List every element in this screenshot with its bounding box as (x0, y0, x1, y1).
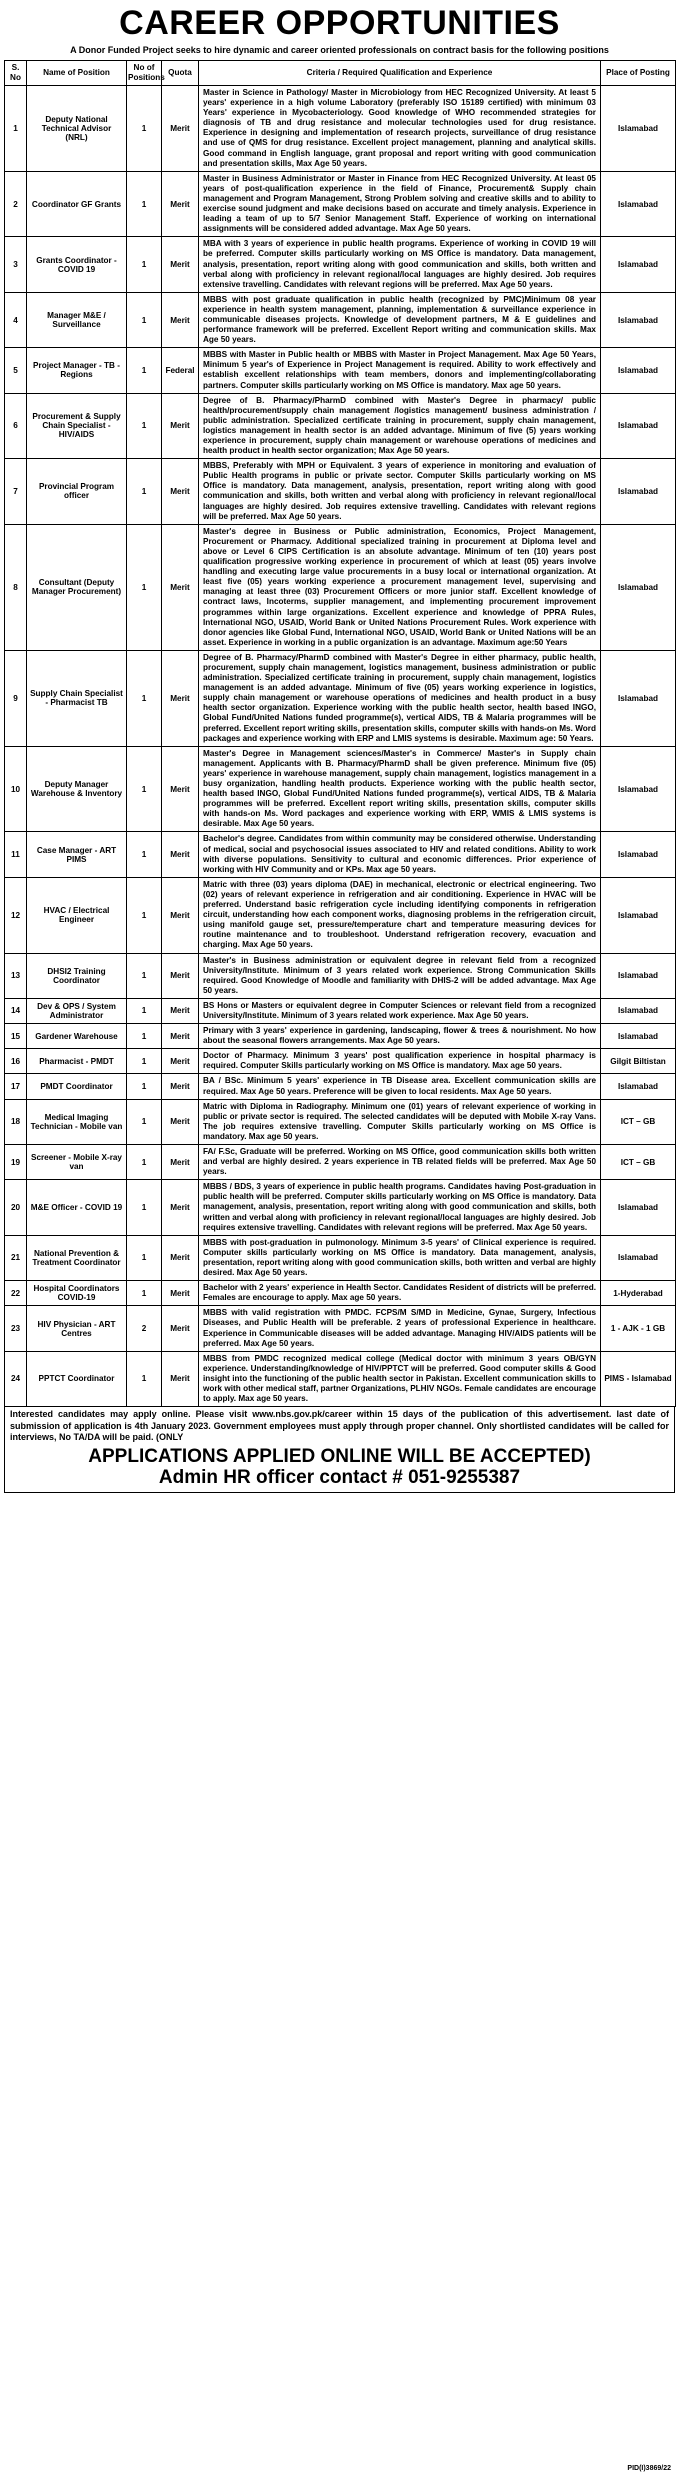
cell-quota: Merit (162, 171, 199, 237)
contact-line: Admin HR officer contact # 051-9255387 (158, 1466, 521, 1488)
cell-num-positions: 1 (127, 650, 162, 746)
header-criteria: Criteria / Required Qualification and Experience (199, 61, 601, 86)
cell-place: Islamabad (601, 171, 676, 237)
cell-position: DHSI2 Training Coordinator (27, 953, 127, 998)
cell-num-positions: 2 (127, 1306, 162, 1351)
cell-sno: 24 (5, 1351, 27, 1406)
cell-criteria: MBBS, Preferably with MPH or Equivalent. 3 years of experience in monitoring and evaluation of Public Health programs in public or private sector. Computer Skills particularly working on MS Office is mandatory. Data management, analysis, presentation, report writing along with good communication and skills, both written and verbal along with proficiency in relevant regional/local languages are highly desired. Job requires extensive travelling. Candidates with relevant regions will be preferred. Max Age 50 years. (199, 459, 601, 525)
table-row (5, 86, 676, 172)
cell-quota: Merit (162, 650, 199, 746)
cell-sno: 21 (5, 1235, 27, 1280)
cell-place: Gilgit Biltistan (601, 1049, 676, 1074)
cell-position: Medical Imaging Technician - Mobile van (27, 1099, 127, 1144)
cell-quota: Merit (162, 1235, 199, 1280)
cell-place: ICT – GB (601, 1099, 676, 1144)
table-row (5, 1281, 676, 1306)
cell-sno: 10 (5, 746, 27, 832)
cell-sno: 22 (5, 1281, 27, 1306)
cell-place: Islamabad (601, 953, 676, 998)
cell-place: Islamabad (601, 86, 676, 172)
cell-criteria: Primary with 3 years' experience in gardening, landscaping, flower & trees & nourishment. No how about the seasonal flowers arrangements. Max Age 50 years. (199, 1024, 601, 1049)
cell-quota: Merit (162, 953, 199, 998)
cell-quota: Merit (162, 877, 199, 953)
cell-position: Hospital Coordinators COVID-19 (27, 1281, 127, 1306)
cell-sno: 5 (5, 348, 27, 393)
cell-position: Screener - Mobile X-ray van (27, 1145, 127, 1180)
cell-criteria: Matric with three (03) years diploma (DAE) in mechanical, electronic or electrical engineering. Two (02) years of relevant experience in refrigeration and air conditioning. Experience in HVAC will be preferred. Understand basic refrigeration cycle including identifying components in refrigeration circuit, understanding how each component works, diagnosing problems in the refrigeration circuit, using manifold gauge set, pressure/temperature chart and temperature measuring devices for routine maintenance and to troubleshoot. Understand refrigeration recovery, evacuation and charging. Max Age 50 years. (199, 877, 601, 953)
cell-num-positions: 1 (127, 393, 162, 459)
cell-position: Case Manager - ART PIMS (27, 832, 127, 877)
cell-quota: Federal (162, 348, 199, 393)
cell-num-positions: 1 (127, 86, 162, 172)
cell-criteria: Master's Degree in Management sciences/Master's in Commerce/ Master's in Supply chain management. Applicants with B. Pharmacy/PharmD shall be given preference. Minimum five (05) years' experience in warehouse management, supply chain management, logistics management in a busy organization, handling health products. Experience working with the public health sector, health based INGO, Global Fund/United Nations funded programme(s), vertical AIDS, TB & Malaria programmes will be preferred. Excellent report writing skills, presentation skills, computer skills with hands-on Ms. Word packages and experience working with ERP, WMIS & LMIS systems is desirable. Max Age 50 years. (199, 746, 601, 832)
cell-place: 1 - AJK - 1 GB (601, 1306, 676, 1351)
cell-criteria: Doctor of Pharmacy. Minimum 3 years' post qualification experience in hospital pharmacy is required. Computer Skills particularly working on MS Office is mandatory. Max age 50 years. (199, 1049, 601, 1074)
table-header-row (5, 61, 676, 86)
page-title: CAREER OPPORTUNITIES (119, 4, 560, 42)
header-sno: S. No (5, 61, 27, 86)
table-row (5, 650, 676, 746)
cell-quota: Merit (162, 1024, 199, 1049)
cell-quota: Merit (162, 998, 199, 1023)
cell-sno: 23 (5, 1306, 27, 1351)
cell-criteria: Master's degree in Business or Public administration, Economics, Project Management, Procurement or Pharmacy. Additional specialized training in procurement at Diploma level and above or Level 6 CIPS Certification is an absolute advantage. Minimum of ten (10) years post qualification progressive working experience in procurement of which at least (05) years involve handling and executing large value procurements in a busy local or international organization. At least five (05) years working experience a procurement management level, supervising and managing at least three (03) Procurement Officers or more junior staff. Excellent knowledge of contract laws, Incoterms, supplier management, and implementing procurement improvement programmes within large organizations. Excellent experience and knowledge of PPRA Rules, International NGO, USAID, World Bank or United Nations Procurement Rules. Work experience with donor agencies like Global Fund, International NGO, USAID, World Bank or United Nations will be an asset. Experience in working in a public organization is an advantage. Maximum age:50 Years (199, 524, 601, 650)
cell-sno: 12 (5, 877, 27, 953)
cell-place: Islamabad (601, 746, 676, 832)
cell-sno: 3 (5, 237, 27, 292)
cell-num-positions: 1 (127, 746, 162, 832)
cell-quota: Merit (162, 1049, 199, 1074)
cell-place: ICT – GB (601, 1145, 676, 1180)
table-row (5, 1180, 676, 1235)
cell-num-positions: 1 (127, 832, 162, 877)
cell-criteria: FA/ F.Sc, Graduate will be preferred. Working on MS Office, good communication skills both written and verbal are highly desired. 2 years experience in TB related fields will be preferred. Max Age 50 years. (199, 1145, 601, 1180)
table-row (5, 1049, 676, 1074)
cell-place: Islamabad (601, 393, 676, 459)
cell-quota: Merit (162, 292, 199, 347)
cell-quota: Merit (162, 459, 199, 525)
cell-position: Deputy National Technical Advisor (NRL) (27, 86, 127, 172)
cell-criteria: Degree of B. Pharmacy/PharmD combined with Master's Degree in either pharmacy, public health, procurement, supply chain management, logistics management, business administration or public administration. Specialized certificate training in procurement, supply chain management, logistics management is an added advantage. Minimum of five (05) years working experience in logistics, supply chain management or warehouse operations of medicines and health product in a busy health sector organization. Experience working with the public health sector, health based INGO, Global Fund/United Nations funded programme(s), vertical AIDS, TB & Malaria programmes will be preferred. Excellent report writing skills, presentation skills, computer skills with hands-on Ms. Word packages and experience working with ERP and LMIS systems is desirable. Maximum age: 50 Years. (199, 650, 601, 746)
cell-position: Procurement & Supply Chain Specialist - HIV/AIDS (27, 393, 127, 459)
cell-position: M&E Officer - COVID 19 (27, 1180, 127, 1235)
cell-position: National Prevention & Treatment Coordinator (27, 1235, 127, 1280)
cell-num-positions: 1 (127, 171, 162, 237)
cell-position: Manager M&E / Surveillance (27, 292, 127, 347)
online-notice: APPLICATIONS APPLIED ONLINE WILL BE ACCEPTED) (88, 1445, 591, 1467)
table-row (5, 1235, 676, 1280)
table-body (5, 86, 676, 1407)
cell-sno: 8 (5, 524, 27, 650)
cell-place: Islamabad (601, 832, 676, 877)
cell-num-positions: 1 (127, 1281, 162, 1306)
cell-criteria: Master in Science in Pathology/ Master in Microbiology from HEC Recognized University. At least 5 years' experience in a high volume Laboratory (preferably ISO 15189 certified) with minimum 03 Years' experience in Mycobacteriology. Good knowledge of WHO recommended strategies for diagnosis of TB and drug resistance and molecular technologies used for drug resistance. Experience in designing and implementation of research projects, surveillance of drug resistance and use of QMS for drug resistance. Excellent project management, planning and analytical skills. Good command in English language, grant proposal and report writing with good communication and presentation skills, Max Age 50 years. (199, 86, 601, 172)
header-num-positions: No of Positions (127, 61, 162, 86)
cell-criteria: MBBS from PMDC recognized medical college (Medical doctor with minimum 3 years OB/GYN experience. Understanding/knowledge of HIV/PPTCT will be preferred. Good computer skills & Good insight into the functioning of the public health sector in Pakistan. Excellent communication skills to work with other medical staff, partner Organizations, PLHIV NGOs. Female candidates are encourage to apply. Max age 50 years. (199, 1351, 601, 1406)
cell-place: Islamabad (601, 237, 676, 292)
cell-quota: Merit (162, 393, 199, 459)
cell-num-positions: 1 (127, 1049, 162, 1074)
cell-quota: Merit (162, 1180, 199, 1235)
cell-position: Coordinator GF Grants (27, 171, 127, 237)
footer (4, 1407, 675, 1493)
cell-num-positions: 1 (127, 998, 162, 1023)
cell-criteria: MBBS with Master in Public health or MBBS with Master in Project Management. Max Age 50 Years, Minimum 5 year's of Experience in Project Management is required. Ability to work effectively and establish excellent relationships with team members, donors and implementing/collaborating partners. Computer skills particularly working on MS Office is mandatory. Max age 50 years. (199, 348, 601, 393)
cell-place: Islamabad (601, 459, 676, 525)
cell-num-positions: 1 (127, 1235, 162, 1280)
cell-sno: 17 (5, 1074, 27, 1099)
table-row (5, 1145, 676, 1180)
cell-sno: 2 (5, 171, 27, 237)
table-row (5, 998, 676, 1023)
cell-num-positions: 1 (127, 1351, 162, 1406)
cell-quota: Merit (162, 1306, 199, 1351)
cell-criteria: Degree of B. Pharmacy/PharmD combined with Master's Degree in pharmacy/ public health/procurement/supply chain management /logistics management/ business administration / public administration. Specialized certificate training in procurement, supply chain management, logistics management in health sector is an added advantage. Minimum of five (5) years working experience in procurement, supply chain management or warehouse operations of medicines and health product in health sector organization; Max Age 50 years. (199, 393, 601, 459)
header-place: Place of Posting (601, 61, 676, 86)
cell-sno: 9 (5, 650, 27, 746)
cell-place: Islamabad (601, 1024, 676, 1049)
pid-code: PID(I)3869/22 (627, 2465, 671, 2472)
table-row (5, 953, 676, 998)
cell-sno: 16 (5, 1049, 27, 1074)
cell-criteria: MBBS with post-graduation in pulmonology. Minimum 3-5 years' of Clinical experience is required. Computer skills particularly working on MS Office is mandatory. Data management, analysis, presentation, report writing along with good communication skills, both written and verbal are highly desired. Max Age 50 years. (199, 1235, 601, 1280)
table-row (5, 832, 676, 877)
cell-criteria: BS Hons or Masters or equivalent degree in Computer Sciences or relevant field from a recognized University/Institute. Minimum of 3 years related work experience. Max Age 50 years. (199, 998, 601, 1023)
cell-place: Islamabad (601, 1180, 676, 1235)
cell-quota: Merit (162, 832, 199, 877)
cell-position: Gardener Warehouse (27, 1024, 127, 1049)
cell-criteria: Master in Business Administrator or Master in Finance from HEC Recognized University. At least 05 years of post-qualification experience in the field of Finance, Procurement& Supply chain management and Program Management, Strong Problem solving and creative skills and to ability to exercise sound judgment and make decisions based on accurate and timely analysis. Experience in leading a team of up to 5/7 Senior Management Staff. Experience of working on international assignments will be considered added advantage. Max Age 50 years. (199, 171, 601, 237)
cell-position: Pharmacist - PMDT (27, 1049, 127, 1074)
cell-num-positions: 1 (127, 877, 162, 953)
cell-position: Provincial Program officer (27, 459, 127, 525)
cell-criteria: Matric with Diploma in Radiography. Minimum one (01) years of relevant experience of working in public or private sector is required. The selected candidates will be deputed with Mobile X-ray Vans. The job requires extensive travelling. Computer Skills particularly working on MS Office is mandatory. Max age 50 years. (199, 1099, 601, 1144)
table-row (5, 1099, 676, 1144)
table-row (5, 524, 676, 650)
cell-sno: 11 (5, 832, 27, 877)
table-row (5, 237, 676, 292)
table-row (5, 1074, 676, 1099)
cell-num-positions: 1 (127, 1099, 162, 1144)
cell-sno: 7 (5, 459, 27, 525)
cell-position: Project Manager - TB -Regions (27, 348, 127, 393)
cell-position: Consultant (Deputy Manager Procurement) (27, 524, 127, 650)
cell-num-positions: 1 (127, 292, 162, 347)
positions-table (4, 60, 676, 1407)
cell-place: Islamabad (601, 877, 676, 953)
cell-quota: Merit (162, 1099, 199, 1144)
cell-position: HVAC / Electrical Engineer (27, 877, 127, 953)
cell-quota: Merit (162, 1145, 199, 1180)
cell-quota: Merit (162, 1281, 199, 1306)
cell-num-positions: 1 (127, 1145, 162, 1180)
cell-num-positions: 1 (127, 459, 162, 525)
cell-quota: Merit (162, 86, 199, 172)
cell-quota: Merit (162, 237, 199, 292)
table-row (5, 877, 676, 953)
cell-sno: 6 (5, 393, 27, 459)
table-row (5, 1306, 676, 1351)
cell-sno: 13 (5, 953, 27, 998)
cell-criteria: Bachelor with 2 years' experience in Health Sector. Candidates Resident of districts will be preferred. Females are encourage to apply. Max age 50 years. (199, 1281, 601, 1306)
cell-sno: 15 (5, 1024, 27, 1049)
table-row (5, 1351, 676, 1406)
cell-position: Deputy Manager Warehouse & Inventory (27, 746, 127, 832)
cell-position: Supply Chain Specialist - Pharmacist TB (27, 650, 127, 746)
cell-place: 1-Hyderabad (601, 1281, 676, 1306)
table-row (5, 1024, 676, 1049)
cell-num-positions: 1 (127, 1024, 162, 1049)
cell-sno: 20 (5, 1180, 27, 1235)
cell-sno: 18 (5, 1099, 27, 1144)
cell-criteria: MBBS with post graduate qualification in public health (recognized by PMC)Minimum 08 year experience in health system management, planning, implementation & surveillance experience in communicable diseases projects. Knowledge of development partners, M & E guidelines and performance framework will be preferred. Excellent Report writing and communication skills. Max Age 50 years. (199, 292, 601, 347)
header-quota: Quota (162, 61, 199, 86)
cell-sno: 19 (5, 1145, 27, 1180)
table-row (5, 459, 676, 525)
cell-place: PIMS - Islamabad (601, 1351, 676, 1406)
cell-place: Islamabad (601, 1235, 676, 1280)
table-row (5, 393, 676, 459)
cell-criteria: Bachelor's degree. Candidates from within community may be considered otherwise. Understanding of medical, social and psychosocial issues associated to HIV and related conditions. Ability to work with diverse populations. Sensitivity to cultural and economic differences. Prior experience of working with HIV Community and or KPs. Max age 50 years. (199, 832, 601, 877)
application-note: Interested candidates may apply online. Please visit www.nbs.gov.pk/career within 15 days of the publication of this advertisement. last date of submission of application is 4th January 2023. Government employees must apply through proper channel. Only shortlisted candidates will be called for interviews, No TA/DA will be paid. (ONLY (10, 1409, 669, 1443)
cell-criteria: MBBS with valid registration with PMDC. FCPS/M S/MD in Medicine, Gynae, Surgery, Infectious Diseases, and Public Health will be preferable. 2 years of professional Experience in healthcare. Experience in Communicable diseases will be added advantage. Managing HIV/AIDS patients will be preferred. Max Age 50 years. (199, 1306, 601, 1351)
intro-text: A Donor Funded Project seeks to hire dynamic and career oriented professionals on contract basis for the following positions (70, 45, 609, 55)
cell-place: Islamabad (601, 998, 676, 1023)
cell-num-positions: 1 (127, 524, 162, 650)
cell-num-positions: 1 (127, 953, 162, 998)
cell-place: Islamabad (601, 650, 676, 746)
cell-quota: Merit (162, 746, 199, 832)
cell-quota: Merit (162, 1351, 199, 1406)
cell-criteria: MBBS / BDS, 3 years of experience in public health programs. Candidates having Post-graduation in public health will be preferred. Computer skills particularly working on MS Office is mandatory. Data management, analysis, presentation, report writing along with good communication and skills, both written and verbal along with proficiency in relevant regional/local languages are highly desired. Job requires extensive travelling. Candidates with relevant regions will be preferred. Max Age 50 years. (199, 1180, 601, 1235)
cell-place: Islamabad (601, 1074, 676, 1099)
cell-position: HIV Physician - ART Centres (27, 1306, 127, 1351)
cell-num-positions: 1 (127, 237, 162, 292)
cell-criteria: Master's in Business administration or equivalent degree in relevant field from a recognized University/Institute. Minimum of 3 years related work experience. Strong Communication Skills required. Good Knowledge of Moodle and familiarity with DHIS-2 will be added advantage. Max Age 50 years. (199, 953, 601, 998)
cell-position: PPTCT Coordinator (27, 1351, 127, 1406)
cell-quota: Merit (162, 1074, 199, 1099)
cell-sno: 4 (5, 292, 27, 347)
cell-criteria: MBA with 3 years of experience in public health programs. Experience of working in COVID 19 will be preferred. Computer skills particularly working on MS Office is mandatory. Data management, analysis, presentation, report writing along with good communication and skills, both written and verbal along with proficiency in relevant regional/local languages are highly desired. Job requires extensive travelling. Candidates with relevant regions will be preferred. Max Age 50 years. (199, 237, 601, 292)
cell-num-positions: 1 (127, 348, 162, 393)
cell-sno: 14 (5, 998, 27, 1023)
cell-sno: 1 (5, 86, 27, 172)
cell-criteria: BA / BSc. Minimum 5 years' experience in TB Disease area. Excellent communication skills are required. Max Age 50 years. Preference will be given to local residents. Max Age 50 years. (199, 1074, 601, 1099)
cell-place: Islamabad (601, 524, 676, 650)
header-position: Name of Position (27, 61, 127, 86)
cell-num-positions: 1 (127, 1180, 162, 1235)
cell-quota: Merit (162, 524, 199, 650)
table-row (5, 171, 676, 237)
cell-place: Islamabad (601, 292, 676, 347)
table-row (5, 746, 676, 832)
cell-position: Dev & OPS / System Administrator (27, 998, 127, 1023)
cell-position: PMDT Coordinator (27, 1074, 127, 1099)
cell-place: Islamabad (601, 348, 676, 393)
cell-num-positions: 1 (127, 1074, 162, 1099)
cell-position: Grants Coordinator - COVID 19 (27, 237, 127, 292)
table-row (5, 292, 676, 347)
table-row (5, 348, 676, 393)
